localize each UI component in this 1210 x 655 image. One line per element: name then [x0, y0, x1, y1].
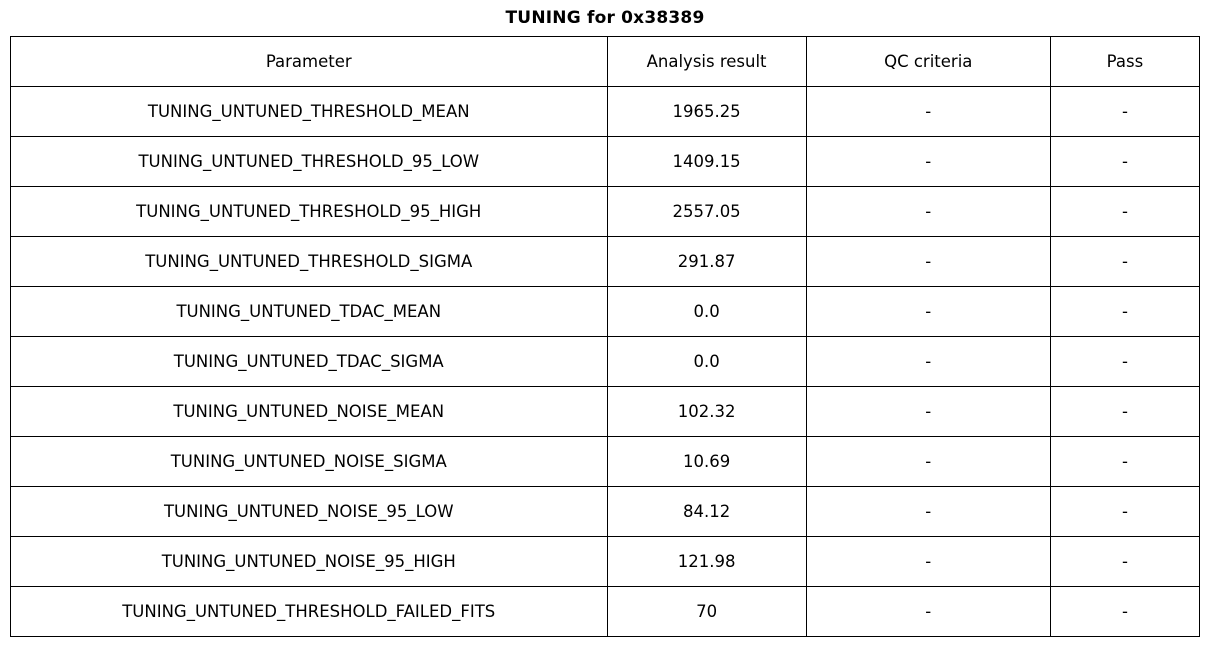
cell-pass: -	[1050, 87, 1199, 137]
cell-qc-criteria: -	[806, 287, 1050, 337]
table-row	[11, 187, 1200, 237]
cell-qc-criteria: -	[806, 137, 1050, 187]
cell-pass: -	[1050, 237, 1199, 287]
cell-parameter: TUNING_UNTUNED_NOISE_95_HIGH	[11, 537, 608, 587]
tuning-results-table	[10, 36, 1200, 637]
table-row	[11, 537, 1200, 587]
cell-pass: -	[1050, 287, 1199, 337]
cell-parameter: TUNING_UNTUNED_NOISE_MEAN	[11, 387, 608, 437]
cell-pass: -	[1050, 487, 1199, 537]
table-body	[11, 87, 1200, 637]
cell-analysis-result: 2557.05	[607, 187, 806, 237]
cell-pass: -	[1050, 187, 1199, 237]
cell-pass: -	[1050, 537, 1199, 587]
table-container	[0, 36, 1210, 637]
cell-qc-criteria: -	[806, 487, 1050, 537]
cell-qc-criteria: -	[806, 537, 1050, 587]
cell-qc-criteria: -	[806, 387, 1050, 437]
table-row	[11, 337, 1200, 387]
column-header-parameter: Parameter	[11, 37, 608, 87]
cell-parameter: TUNING_UNTUNED_NOISE_SIGMA	[11, 437, 608, 487]
cell-parameter: TUNING_UNTUNED_TDAC_SIGMA	[11, 337, 608, 387]
cell-pass: -	[1050, 137, 1199, 187]
cell-parameter: TUNING_UNTUNED_THRESHOLD_95_LOW	[11, 137, 608, 187]
cell-analysis-result: 291.87	[607, 237, 806, 287]
cell-qc-criteria: -	[806, 187, 1050, 237]
table-row	[11, 437, 1200, 487]
cell-pass: -	[1050, 587, 1199, 637]
cell-analysis-result: 70	[607, 587, 806, 637]
table-row	[11, 137, 1200, 187]
page-title: TUNING for 0x38389	[505, 8, 705, 28]
cell-analysis-result: 10.69	[607, 437, 806, 487]
table-row	[11, 237, 1200, 287]
table-row	[11, 287, 1200, 337]
cell-analysis-result: 0.0	[607, 337, 806, 387]
table-row	[11, 587, 1200, 637]
cell-parameter: TUNING_UNTUNED_THRESHOLD_MEAN	[11, 87, 608, 137]
table-row	[11, 87, 1200, 137]
cell-analysis-result: 84.12	[607, 487, 806, 537]
cell-qc-criteria: -	[806, 237, 1050, 287]
cell-parameter: TUNING_UNTUNED_THRESHOLD_FAILED_FITS	[11, 587, 608, 637]
cell-pass: -	[1050, 437, 1199, 487]
cell-pass: -	[1050, 387, 1199, 437]
cell-qc-criteria: -	[806, 337, 1050, 387]
cell-qc-criteria: -	[806, 437, 1050, 487]
table-row	[11, 487, 1200, 537]
cell-parameter: TUNING_UNTUNED_THRESHOLD_SIGMA	[11, 237, 608, 287]
cell-analysis-result: 1409.15	[607, 137, 806, 187]
cell-qc-criteria: -	[806, 87, 1050, 137]
column-header-analysis-result: Analysis result	[607, 37, 806, 87]
column-header-qc-criteria: QC criteria	[806, 37, 1050, 87]
cell-analysis-result: 121.98	[607, 537, 806, 587]
table-row	[11, 387, 1200, 437]
cell-parameter: TUNING_UNTUNED_THRESHOLD_95_HIGH	[11, 187, 608, 237]
table-header	[11, 37, 1200, 87]
cell-analysis-result: 1965.25	[607, 87, 806, 137]
cell-parameter: TUNING_UNTUNED_NOISE_95_LOW	[11, 487, 608, 537]
cell-qc-criteria: -	[806, 587, 1050, 637]
cell-analysis-result: 102.32	[607, 387, 806, 437]
cell-pass: -	[1050, 337, 1199, 387]
cell-analysis-result: 0.0	[607, 287, 806, 337]
cell-parameter: TUNING_UNTUNED_TDAC_MEAN	[11, 287, 608, 337]
column-header-pass: Pass	[1050, 37, 1199, 87]
table-header-row	[11, 37, 1200, 87]
